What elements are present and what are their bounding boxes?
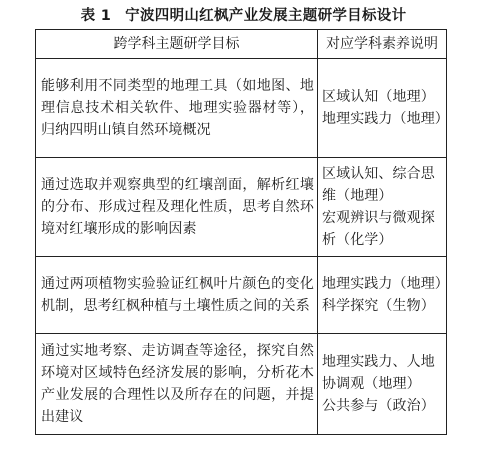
literacy-cell — [318, 334, 447, 435]
column-header-goal: 跨学科主题研学目标 — [36, 30, 318, 59]
literacy-cell — [318, 158, 447, 257]
goal-cell: 能够利用不同类型的地理工具（如地图、地理信息技术相关软件、地理实验器材等），归纳四明山镇自然环境概况 — [36, 59, 318, 158]
literacy-cell — [318, 59, 447, 158]
research-goals-table — [35, 29, 447, 435]
table-row — [36, 334, 447, 435]
table-row — [36, 257, 447, 334]
table-row — [36, 158, 447, 257]
literacy-line: 科学探究（生物） — [322, 298, 435, 314]
literacy-cell — [318, 257, 447, 334]
goal-cell: 通过实地考察、走访调查等途径，探究自然环境对区域特色经济发展的影响，分析花木产业发展的合理性以及所存在的问题，并提出建议 — [36, 334, 318, 435]
table-title: 宁波四明山红枫产业发展主题研学目标设计 — [125, 8, 407, 24]
column-header-literacy: 对应学科素养说明 — [318, 30, 447, 59]
goal-cell: 通过选取并观察典型的红壤剖面，解析红壤的分布、形成过程及理化性质，思考自然环境对红壤形成的影响因素 — [36, 158, 318, 257]
goal-cell: 通过两项植物实验验证红枫叶片颜色的变化机制，思考红枫种植与土壤性质之间的关系 — [36, 257, 318, 334]
table-header-row — [36, 30, 447, 59]
literacy-line: 地理实践力（地理） — [322, 111, 449, 127]
table-number: 表 1 — [80, 8, 112, 24]
literacy-line: 区域认知（地理） — [322, 89, 435, 105]
literacy-line: 区域认知、综合思维（地理） — [322, 166, 435, 204]
literacy-line: 宏观辨识与微观探析（化学） — [322, 210, 435, 248]
literacy-line: 公共参与（政治） — [322, 398, 435, 414]
literacy-line: 地理实践力（地理） — [322, 276, 449, 292]
table-row — [36, 59, 447, 158]
literacy-line: 地理实践力、人地协调观（地理） — [322, 354, 435, 392]
table-caption — [0, 4, 487, 25]
